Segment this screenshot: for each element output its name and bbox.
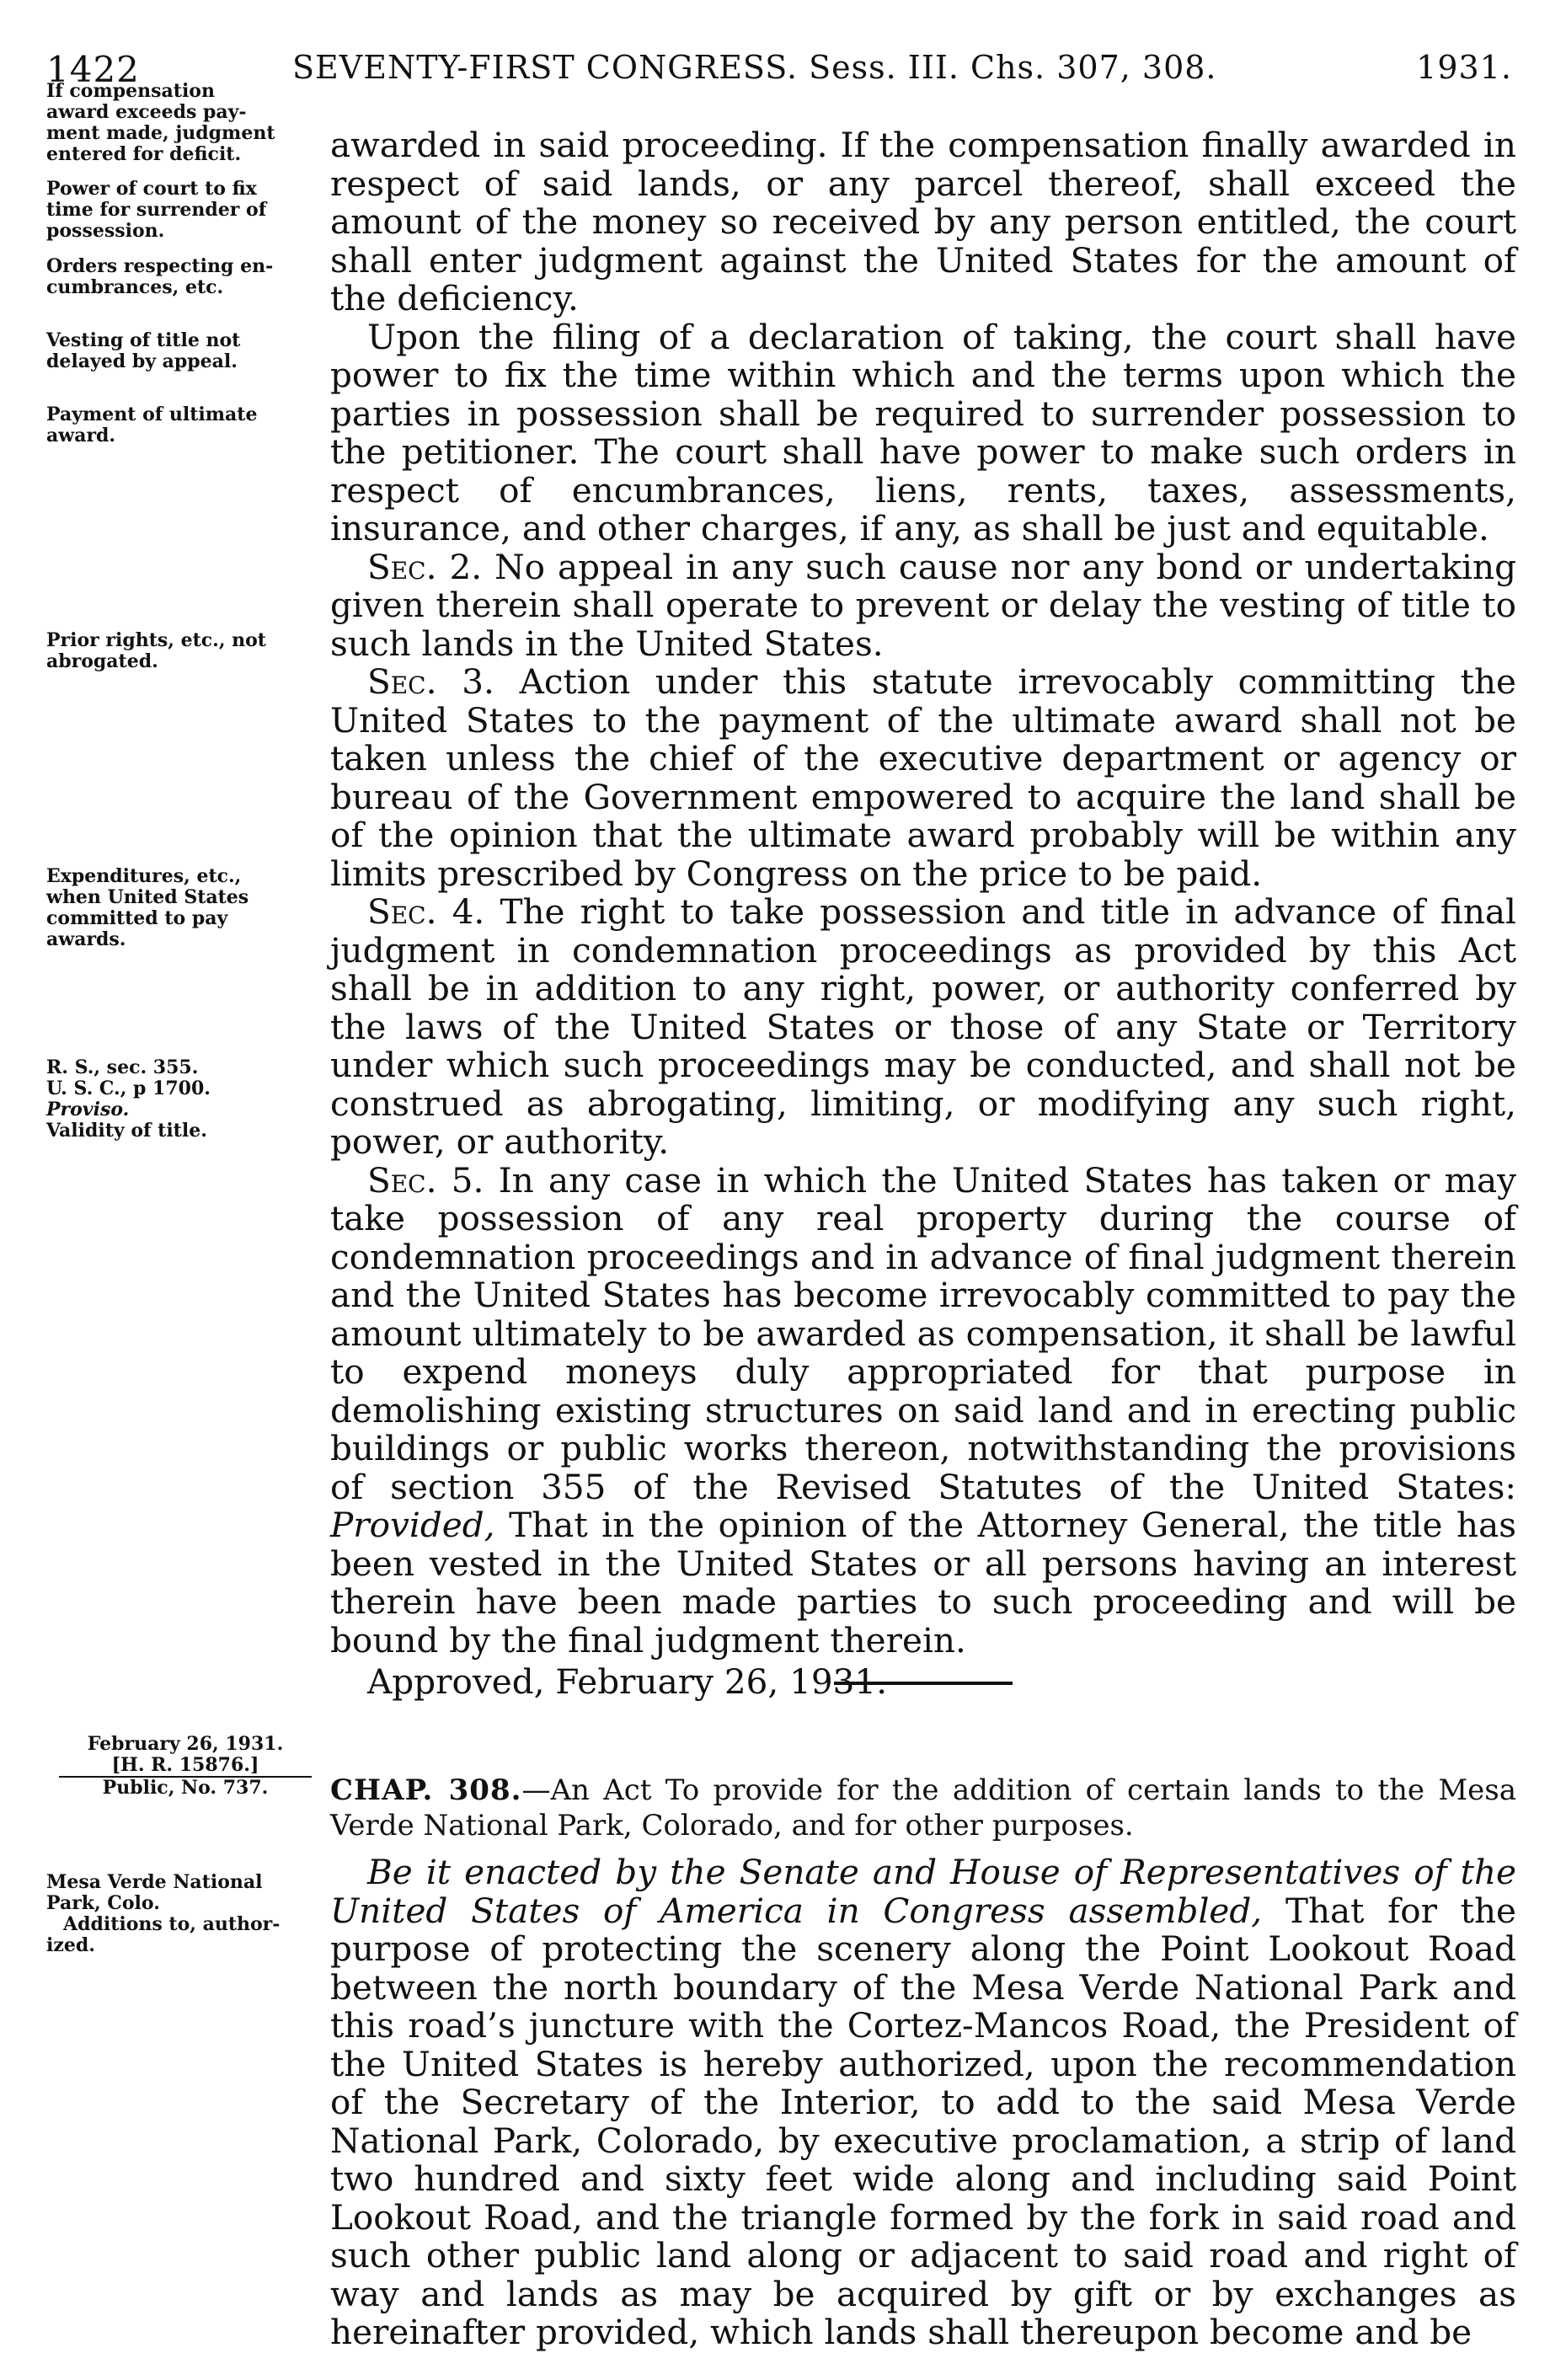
margin-note: If compensation award exceeds pay- ment made, judgment entered for deficit. <box>46 80 275 165</box>
running-title: SEVENTY-FIRST CONGRESS. Sess. III. Chs. 307, 308. <box>292 49 1217 86</box>
section-3: Sec. 3. Action under this statute irrevocably committing the United States to the payment of the ultimate award shall not be taken unless the chief of the executive department or agency or bureau of the Government empowered to acquire the land shall be of the opinion that the ultimate award probably will be within any limits prescribed by Congress on the price to be paid. <box>330 661 1516 894</box>
margin-note: Mesa Verde National Park, Colo. Additions to, author- ized. <box>46 1871 281 1956</box>
section-5: Sec. 5. In any case in which the United States has taken or may take possession of any real property during the course of condemnation proceedings and in advance of final judgment therein and the United States has become irrevocably committed to pay the amount ultimately to be awarded as compensation, it shall be lawful to expend moneys duly appropriated for that purpose in demolishing existing structures on said land and in erecting public buildings or public works thereon, notwithstanding the provisions of section 355 of the Revised Statutes of the United States: Provided, That in the opinion of the Attorney General, the title has been vested in the United States or all persons having an interest therein have been made parties to such proceeding and will be bound by the final judgment therein. <box>330 1159 1517 1661</box>
statute-text <box>330 126 1516 1702</box>
margin-note: Prior rights, etc., not abrogated. <box>46 629 266 672</box>
margin-note: R. S., sec. 355. U. S. C., p 1700. Proviso. Validity of title. <box>46 1056 211 1142</box>
margin-note: Vesting of title not delayed by appeal. <box>46 329 241 372</box>
enacting-clause: Be it enacted by the Senate and House of Representatives of the United States of America in Congress assembled, That for the purpose of protecting the scenery along the Point Lookout Road between the north boundary of the Mesa Verde National Park and this road’s juncture with the Cortez-Mancos Road, the President of the United States is hereby authorized, upon the recommendation of the Secretary of the Interior, to add to the said Mesa Verde National Park, Colorado, by executive proclamation, a strip of land two hundred and sixty feet wide along and including said Point Lookout Road, and the triangle formed by the fork in said road and such other public land along or adjacent to said road and right of way and lands as may be acquired by gift or by exchanges as hereinafter provided, which lands shall thereupon become and be <box>330 1852 1517 2352</box>
chapter-side-info: February 26, 1931. [H. R. 15876.] Public, No. 737. <box>46 1734 324 1799</box>
paragraph: awarded in said proceeding. If the compensation finally awarded in respect of said lands, or any parcel thereof, shall exceed the amount of the money so received by any person entitled, the court shall enter judgment against the United States for the amount of the deficiency. <box>330 125 1516 318</box>
margin-note: Payment of ultimate award. <box>46 404 258 447</box>
margin-note: Power of court to fix time for surrender of possession. <box>46 178 267 242</box>
section-2: Sec. 2. No appeal in any such cause nor any bond or undertaking given therein shall operate to prevent or delay the vesting of title to such lands in the United States. <box>330 546 1516 664</box>
paragraph: Upon the filing of a declaration of taking, the court shall have power to fix the time within which and the terms upon which the parties in possession shall be required to surrender possession to the petitioner. The court shall have power to make such orders in respect of encumbrances, liens, rents, taxes, assessments, insurance, and other charges, if any, as shall be just and equitable. <box>330 316 1516 548</box>
margin-note: Orders respecting en- cumbrances, etc. <box>46 255 274 298</box>
section-4: Sec. 4. The right to take possession and title in advance of final judgment in condemnation proceedings as provided by this Act shall be in addition to any right, power, or authority conferred by the laws of the United States or those of any State or Territory under which such proceedings may be conducted, and shall not be construed as abrogating, limiting, or modifying any such right, power, or authority. <box>330 891 1517 1162</box>
chapter-text <box>330 1853 1516 2352</box>
header-year: 1931. <box>1416 49 1512 86</box>
page-number: 1422 <box>46 49 140 90</box>
margin-note: Expenditures, etc., when United States committed to pay awards. <box>46 865 249 950</box>
chapter-title: CHAP. 308.—An Act To provide for the addition of certain lands to the Mesa Verde National Park, Colorado, and for other purposes. <box>330 1773 1516 1842</box>
section-divider <box>834 1682 1013 1685</box>
approval-line: Approved, February 26, 1931. <box>367 1661 888 1702</box>
